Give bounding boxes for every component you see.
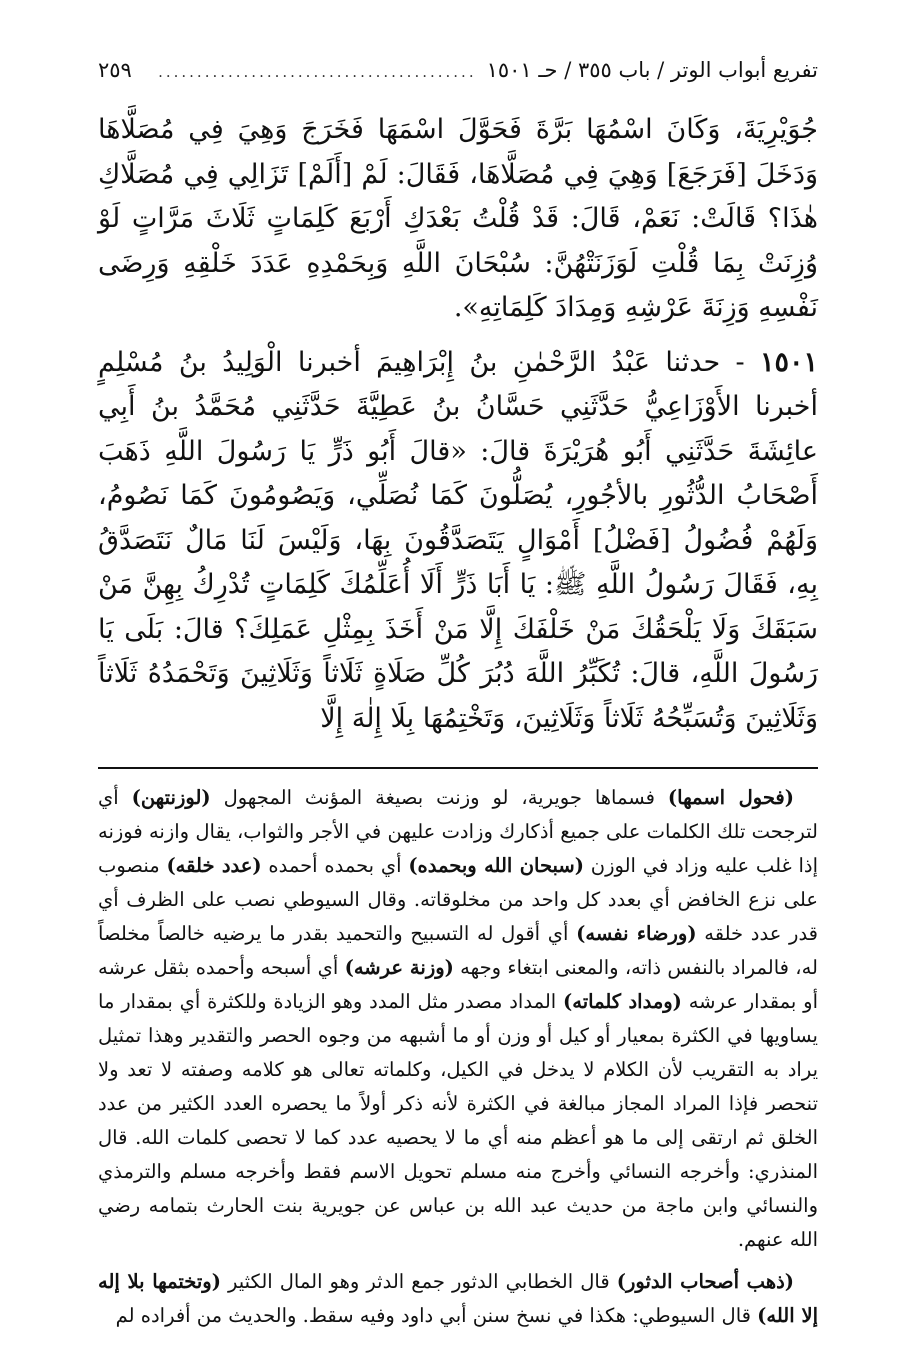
commentary-lemma: (فحول اسمها) — [667, 786, 794, 809]
commentary-lemma: (وتختمها بلا إله إلا الله) — [98, 1270, 818, 1327]
page-number: ٢٥٩ — [98, 58, 132, 82]
commentary-paragraph-2 — [98, 1265, 818, 1333]
hadith-1501 — [98, 341, 818, 742]
commentary-text: أي أسبحه وأحمده بثقل عرشه أو بمقدار عرشه — [98, 956, 818, 1013]
commentary-text: قال السيوطي: هكذا في نسخ سنن أبي داود وفيه سقط. والحديث من أفراده لم — [115, 1304, 758, 1327]
commentary-lemma: (لوزنتهن) — [131, 786, 211, 809]
commentary-text: أي أقول له التسبيح والتحميد بقدر ما يرضيه خالصاً مخلصاً له، فالمراد بالنفس ذاته، والمعنى ابتغاء وجهه — [98, 922, 818, 979]
hadith-continuation: جُوَيْرِيَةَ، وَكَانَ اسْمُهَا بَرَّةَ فَحَوَّلَ اسْمَهَا فَخَرَجَ وَهِيَ فِي مُصَلَّاهَا وَدَخَلَ [فَرَجَعَ] وَهِيَ فِي مُصَلَّاهَا، فَقَالَ: لَمْ [أَلَمْ] تَزَالِي فِي مُصَلَّاكِ هٰذَا؟ قَالَتْ: نَعَمْ، قَالَ: قَدْ قُلْتُ بَعْدَكِ أَرْبَعَ كَلِمَاتٍ ثَلَاثَ مَرَّاتٍ لَوْ وُزِنَتْ بِمَا قُلْتِ لَوَزَنَتْهُنَّ: سُبْحَانَ اللَّهِ وَبِحَمْدِهِ عَدَدَ خَلْقِهِ وَرِضَى نَفْسِهِ وَزِنَةَ عَرْشِهِ وَمِدَادَ كَلِمَاتِهِ». — [98, 114, 818, 323]
commentary-lemma: (ذهب أصحاب الدثور) — [616, 1270, 795, 1293]
footnote-separator — [98, 767, 818, 769]
commentary-lemma: (وزنة عرشه) — [344, 956, 454, 979]
commentary-lemma: (عدد خلقه) — [166, 854, 262, 877]
commentary-text: أي بحمده أحمده — [261, 854, 409, 877]
hadith-text-block — [98, 108, 818, 741]
commentary-text: قال الخطابي الدثور جمع الدثر وهو المال الكثير — [220, 1270, 617, 1293]
hadith-number: ١٥٠١ — [759, 346, 818, 378]
header-title: تفريع أبواب الوتر / باب ٣٥٥ / حـ ١٥٠١ — [486, 58, 818, 82]
book-page — [98, 50, 818, 1333]
hadith-body: - حدثنا عَبْدُ الرَّحْمٰنِ بنُ إِبْرَاهِيمَ أخبرنا الْوَلِيدُ بنُ مُسْلِمٍ أخبرنا الأَوْزَاعِيُّ حَدَّثَنِي حَسَّانُ بنُ عَطِيَّةَ حَدَّثَنِي مُحَمَّدُ بنُ أَبِي عائِشَةَ حَدَّثَنِي أَبُو هُرَيْرَةَ قالَ: «قالَ أَبُو ذَرٍّ يَا رَسُولَ اللَّهِ ذَهَبَ أَصْحَابُ الدُّثُورِ بالأجُورِ، يُصَلُّونَ كَمَا نُصَلِّي، وَيَصُومُونَ كَمَا نَصُومُ، وَلَهُمْ فُضُولُ [فَضْلُ] أَمْوَالٍ يَتَصَدَّقُونَ بِهَا، وَلَيْسَ لَنَا مَالٌ نَتَصَدَّقُ بِهِ، فَقَالَ رَسُولُ اللَّهِ ﷺ: يَا أَبَا ذَرٍّ أَلَا أُعَلِّمُكَ كَلِمَاتٍ تُدْرِكُ بِهِنَّ مَنْ سَبَقَكَ وَلَا يَلْحَقُكَ مَنْ خَلْفَكَ إِلَّا مَنْ أَخَذَ بِمِثْلِ عَمَلِكَ؟ قالَ: بَلَى يَا رَسُولَ اللَّهِ، قالَ: تُكَبِّرُ اللَّهَ دُبُرَ كُلِّ صَلَاةٍ ثَلَاثاً وَثَلَاثِينَ وَتَحْمَدُهُ ثَلَاثاً وَثَلَاثِينَ وَتُسَبِّحُهُ ثَلَاثاً وَثَلَاثِينَ، وَتَخْتِمُهَا بِلَا إِلٰهَ إِلَّا — [98, 346, 818, 734]
commentary-block — [98, 781, 818, 1333]
commentary-text: أي لترجحت تلك الكلمات على جميع أذكارك وزادت عليهن في الأجر والثواب، يقال وازنه فوزنه إذا غلب عليه وزاد في الوزن — [98, 786, 819, 877]
commentary-text: فسماها جويرية، لو وزنت بصيغة المؤنث المجهول — [210, 786, 668, 809]
running-header — [98, 50, 818, 90]
commentary-paragraph-1 — [98, 781, 818, 1257]
commentary-text: المداد مصدر مثل المدد وهو الزيادة وللكثرة أي بمقدار ما يساويها في الكثرة بمعيار أو كيل أو وزن أو ما أشبهه من وجوه الحصر والتقدير وهذا تمثيل يراد به التقريب لأن الكلام لا يدخل في الكيل، وكلماته تعالى هو كلامه وصفته لا تعد ولا تنحصر فإذا المراد المجاز مبالغة في الكثرة لأنه ذكر أولاً ما يحصره العدد الكثير من عدد الخلق ثم ارتقى إلى ما هو أعظم منه أي ما لا يحصيه عدد كما لا تحصى كلمات الله. قال المنذري: وأخرجه النسائي وأخرج منه مسلم تحويل الاسم فقط وأخرجه مسلم والترمذي والنسائي وابن ماجة من حديث عبد الله بن عباس عن جويرية بنت الحارث بتمامه رضي الله عنهم. — [98, 990, 818, 1251]
header-dot-leader: ......................................... — [158, 63, 477, 81]
commentary-lemma: (سبحان الله وبحمده) — [408, 854, 584, 877]
commentary-text: منصوب على نزع الخافض أي بعدد كل واحد من مخلوقاته. وقال السيوطي نصب على الظرف أي قدر عدد خلقه — [98, 854, 818, 945]
commentary-lemma: (ورضاء نفسه) — [576, 922, 697, 945]
commentary-lemma: (ومداد كلماته) — [563, 990, 682, 1013]
